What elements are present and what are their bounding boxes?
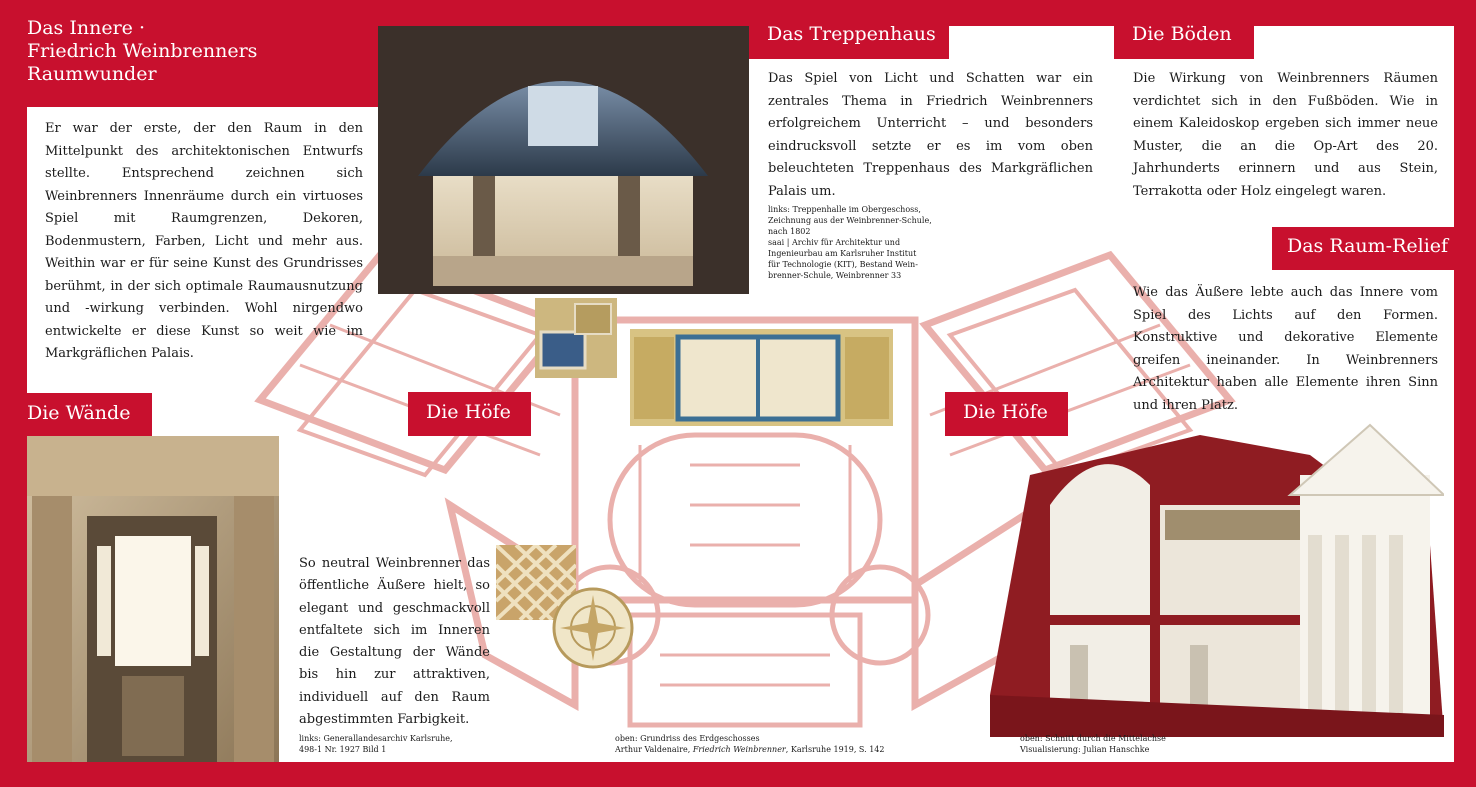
stairhall-drawing bbox=[378, 26, 749, 294]
plan-caption-author: Arthur Valdenaire, bbox=[615, 745, 693, 754]
waende-caption-line1: links: Generallandesarchiv Karlsruhe, bbox=[299, 734, 453, 743]
intro-title-line2: Friedrich Weinbrenners bbox=[27, 40, 258, 62]
treppenhaus-caption-line3: nach 1802 bbox=[768, 227, 811, 236]
section-rendering-art bbox=[990, 415, 1444, 737]
relief-title: Das Raum-Relief bbox=[1287, 235, 1449, 257]
waende-caption-line2: 498-1 Nr. 1927 Bild 1 bbox=[299, 745, 387, 754]
waende-text: So neutral Weinbrenner das öffentliche Äußere hielt, so elegant und geschmackvoll entfaltete sich im Inneren die Gestaltung der Wände bis hin zur attraktiven, individuell auf den Raum abgestimmten Farbigkeit. bbox=[299, 556, 490, 728]
treppenhaus-caption-line2: Zeichnung aus der Weinbrenner-Schule, bbox=[768, 216, 932, 225]
treppenhaus-caption-line1: links: Treppenhalle im Obergeschoss, bbox=[768, 205, 921, 214]
boeden-text: Die Wirkung von Weinbrenners Räumen verdichtet sich in den Fußböden. Wie in einem Kaleidoskop ergeben sich immer neue Muster, die an die Op-Art des 20. Jahrhunderts erinnern und aus Stein, Terrakotta oder Holz eingelegt waren. bbox=[1133, 71, 1438, 199]
hoefe-left-label bbox=[408, 392, 531, 436]
plan-caption bbox=[615, 733, 945, 755]
treppenhaus-caption-line6: für Technologie (KIT), Bestand Wein- bbox=[768, 260, 918, 269]
intro-title bbox=[27, 17, 257, 86]
waende-red-block bbox=[0, 388, 27, 787]
plan-caption-line2 bbox=[615, 744, 945, 755]
wall-photo-art bbox=[27, 436, 279, 762]
treppenhaus-caption-line5: Ingenieurbau am Karlsruher Institut bbox=[768, 249, 917, 258]
waende-heading bbox=[0, 393, 152, 436]
intro-text: Er war der erste, der den Raum in den Mittelpunkt des architektonischen Entwurfs stellte. Entsprechend zeichnen sich Weinbrenners Innenräume durch ein virtuoses Spiel mit Raumgrenzen, Dekoren, Bodenmustern, Farben, Licht und mehr aus. Weithin war er für seine Kunst des Grundrisses berühmt, in der sich optimale Raumausnutzung und -wirkung verbinden. Wohl nirgendwo entwickelte er diese Kunst so weit wie im Markgräflichen Palais. bbox=[45, 121, 363, 361]
treppenhaus-caption-line7: brenner-Schule, Weinbrenner 33 bbox=[768, 271, 902, 280]
section-caption-line1: oben: Schnitt durch die Mittelachse bbox=[1020, 734, 1166, 743]
treppenhaus-heading bbox=[749, 17, 949, 59]
floor-tile-image-1 bbox=[535, 298, 617, 378]
floor-tile-pattern-2 bbox=[630, 329, 893, 426]
relief-heading bbox=[1272, 227, 1454, 270]
section-caption-line2: Visualisierung: Julian Hanschke bbox=[1020, 745, 1150, 754]
treppenhaus-title: Das Treppenhaus bbox=[767, 23, 936, 45]
intro-title-line1: Das Innere · bbox=[27, 17, 145, 39]
intro-title-line3: Raumwunder bbox=[27, 63, 157, 85]
treppenhaus-caption bbox=[768, 204, 953, 281]
relief-text: Wie das Äußere lebte auch das Innere vom Spiel des Lichts auf den Formen. Konstruktive und dekorative Elemente greifen ineinander. In Weinbrenners Architektur haben alle Elemente ihren Sinn und ihren Platz. bbox=[1133, 285, 1438, 413]
section-caption bbox=[1020, 733, 1220, 755]
wall-photo bbox=[27, 436, 279, 762]
floor-rosette-image bbox=[552, 587, 634, 669]
floor-tile-pattern-1 bbox=[535, 298, 617, 378]
waende-caption bbox=[299, 733, 489, 755]
boeden-title: Die Böden bbox=[1132, 23, 1232, 45]
floor-rosette-pattern bbox=[552, 587, 634, 669]
hoefe-right-title: Die Höfe bbox=[963, 401, 1048, 423]
hoefe-left-title: Die Höfe bbox=[426, 401, 511, 423]
stairhall-drawing-art bbox=[378, 26, 749, 294]
plan-caption-line1: oben: Grundriss des Erdgeschosses bbox=[615, 734, 760, 743]
treppenhaus-caption-line4: saai | Archiv für Architektur und bbox=[768, 238, 901, 247]
section-rendering bbox=[990, 415, 1444, 737]
floor-tile-image-2 bbox=[630, 329, 893, 426]
plan-caption-book: Friedrich Weinbrenner bbox=[692, 745, 786, 754]
waende-title: Die Wände bbox=[27, 402, 131, 424]
treppenhaus-text: Das Spiel von Licht und Schatten war ein zentrales Thema in Friedrich Weinbrenners erfolgreichem Unterricht – und besonders eindrucksvoll setzte er es im vom oben beleuchteten Treppenhaus des Markgräflichen Palais um. bbox=[768, 71, 1093, 199]
plan-caption-pub: , Karlsruhe 1919, S. 142 bbox=[785, 745, 885, 754]
boeden-heading bbox=[1114, 17, 1254, 59]
